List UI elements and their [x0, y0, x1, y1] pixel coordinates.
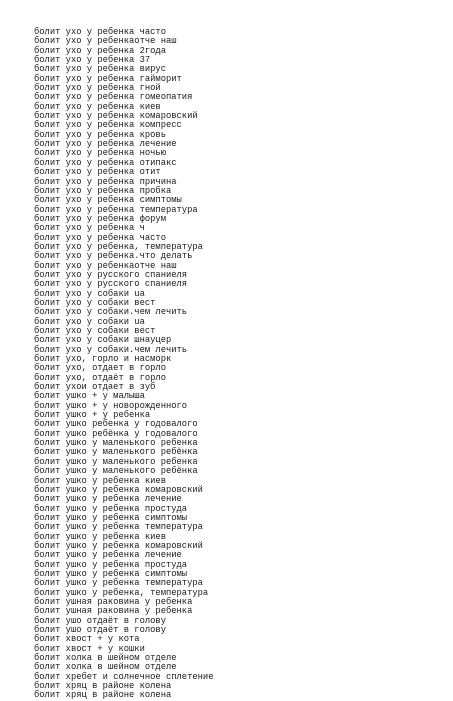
list-item: болит ушко у маленького ребенка [34, 438, 198, 449]
list-item: болит холка в шейном отделе [34, 653, 177, 664]
list-item: болит хряц в районе колена [34, 681, 172, 692]
list-item: болит ухо у ребенка симптомы [34, 195, 182, 206]
list-item: болит ухо у собаки шнауцер [34, 335, 172, 346]
list-item: болит ушная раковина у ребенка [34, 596, 193, 607]
list-item: болит ухо у собаки вест [34, 326, 156, 336]
list-item: болит ухо у русского спаниеля [34, 279, 188, 290]
list-item: болит ухо у собаки ua [34, 288, 145, 299]
list-item: болит ухо, горло и насморк [34, 354, 172, 365]
list-item: болит ухо у ребенка отит [34, 167, 161, 178]
list-item: болит ухо, отдаёт в горло [34, 372, 166, 383]
list-item: болит ухо у ребенка комаровский [34, 111, 198, 122]
list-item: болит ушко у ребенка простуда [34, 503, 188, 514]
list-item: болит ухо у ребенкаотче наш [34, 260, 177, 271]
list-item: болит холка в шейном отделе [34, 662, 177, 673]
list-item: болит ушная раковина у ребенка [34, 606, 193, 617]
list-item: болит ухо у ребенка.что делать [34, 251, 193, 262]
list-item: болит ухо у ребенка гайморит [34, 73, 182, 84]
keyword-list [34, 28, 214, 701]
list-item: болит ушко у ребенка лечение [34, 550, 182, 561]
list-item: болит ухо у собаки.чем лечить [34, 307, 188, 318]
list-item: болит хвост + у кота [34, 634, 140, 645]
list-item: болит ушо отдаёт в голову [34, 615, 166, 626]
list-item: болит хвост + у кошки [34, 643, 145, 654]
list-item: болит ухо у собаки.чем лечить [34, 344, 188, 355]
list-item: болит ушко у маленького ребёнка [34, 447, 198, 458]
list-item: болит ушко ребёнка у годовалого [34, 428, 198, 439]
list-item: болит ухо у ребенка вирус [34, 64, 166, 75]
list-item: болит ушко у ребенка киев [34, 475, 166, 486]
list-item: болит ушко у ребенка лечение [34, 494, 182, 505]
list-item: болит ухои отдает в зуб [34, 382, 156, 393]
list-item: болит ухо у ребенка ч [34, 223, 145, 234]
list-item: болит ухо у ребенка температура [34, 204, 198, 215]
list-item: болит ушко у ребенка симптомы [34, 512, 188, 523]
list-item: болит ушко у ребенка комаровский [34, 540, 203, 551]
list-item: болит ухо у ребенка киев [34, 101, 161, 112]
list-item: болит ушко у ребенка киев [34, 531, 166, 542]
list-item: болит ушко у ребенка температура [34, 522, 203, 533]
list-item: болит ухо у ребенка пробка [34, 185, 172, 196]
list-item: болит ухо у ребенка гомеопатия [34, 92, 193, 103]
list-item: болит ухо у ребенка форум [34, 213, 166, 224]
list-item: болит ухо у ребенка 2года [34, 45, 166, 56]
list-item: болит ухо у ребенка отипакс [34, 157, 177, 168]
list-item: болит ушко у ребенка температура [34, 578, 203, 589]
list-item: болит ушко у ребенка, температура [34, 587, 209, 598]
list-item: болит ухо у ребенка ночью [34, 148, 166, 159]
list-item: болит ухо у ребенка 37 [34, 55, 151, 66]
list-item: болит ушко ребенка у годовалого [34, 419, 198, 430]
list-item: болит ухо у ребенка часто [34, 232, 166, 243]
list-item: болит ухо у ребенкаотче наш [34, 36, 177, 47]
list-item: болит ухо у собаки ua [34, 316, 145, 327]
list-item: болит ухо у ребенка причина [34, 176, 177, 187]
list-item: болит ушо отдаёт в голову [34, 625, 166, 635]
list-item: болит ухо у собаки вест [34, 297, 156, 308]
list-item: болит ушко у маленького ребенка [34, 456, 198, 467]
list-item: болит ухо у русского спаниеля [34, 269, 188, 280]
list-item: болит ухо у ребенка кровь [34, 129, 166, 140]
list-item: болит ухо у ребенка, температура [34, 241, 203, 252]
list-item: болит ухо у ребенка лечение [34, 139, 177, 150]
list-item: болит хряц в районе колена [34, 690, 172, 701]
list-item: болит ушко + у ребенка [34, 410, 151, 421]
list-item: болит ухо у ребенка часто [34, 27, 166, 37]
list-item: болит ушко у маленького ребёнка [34, 466, 198, 477]
list-item: болит ушко у ребенка симптомы [34, 568, 188, 579]
list-item: болит ухо, отдает в горло [34, 363, 166, 374]
list-item: болит ушко + у малыша [34, 391, 145, 402]
list-item: болит ушко у ребенка простуда [34, 559, 188, 570]
list-item: болит ухо у ребенка гной [34, 83, 161, 94]
list-item: болит ушко у ребенка комаровский [34, 484, 203, 495]
list-item: болит хребет и солнечное сплетение [34, 671, 214, 682]
list-item: болит ушко + у новорожденного [34, 400, 188, 411]
list-item: болит ухо у ребенка компресс [34, 120, 182, 131]
